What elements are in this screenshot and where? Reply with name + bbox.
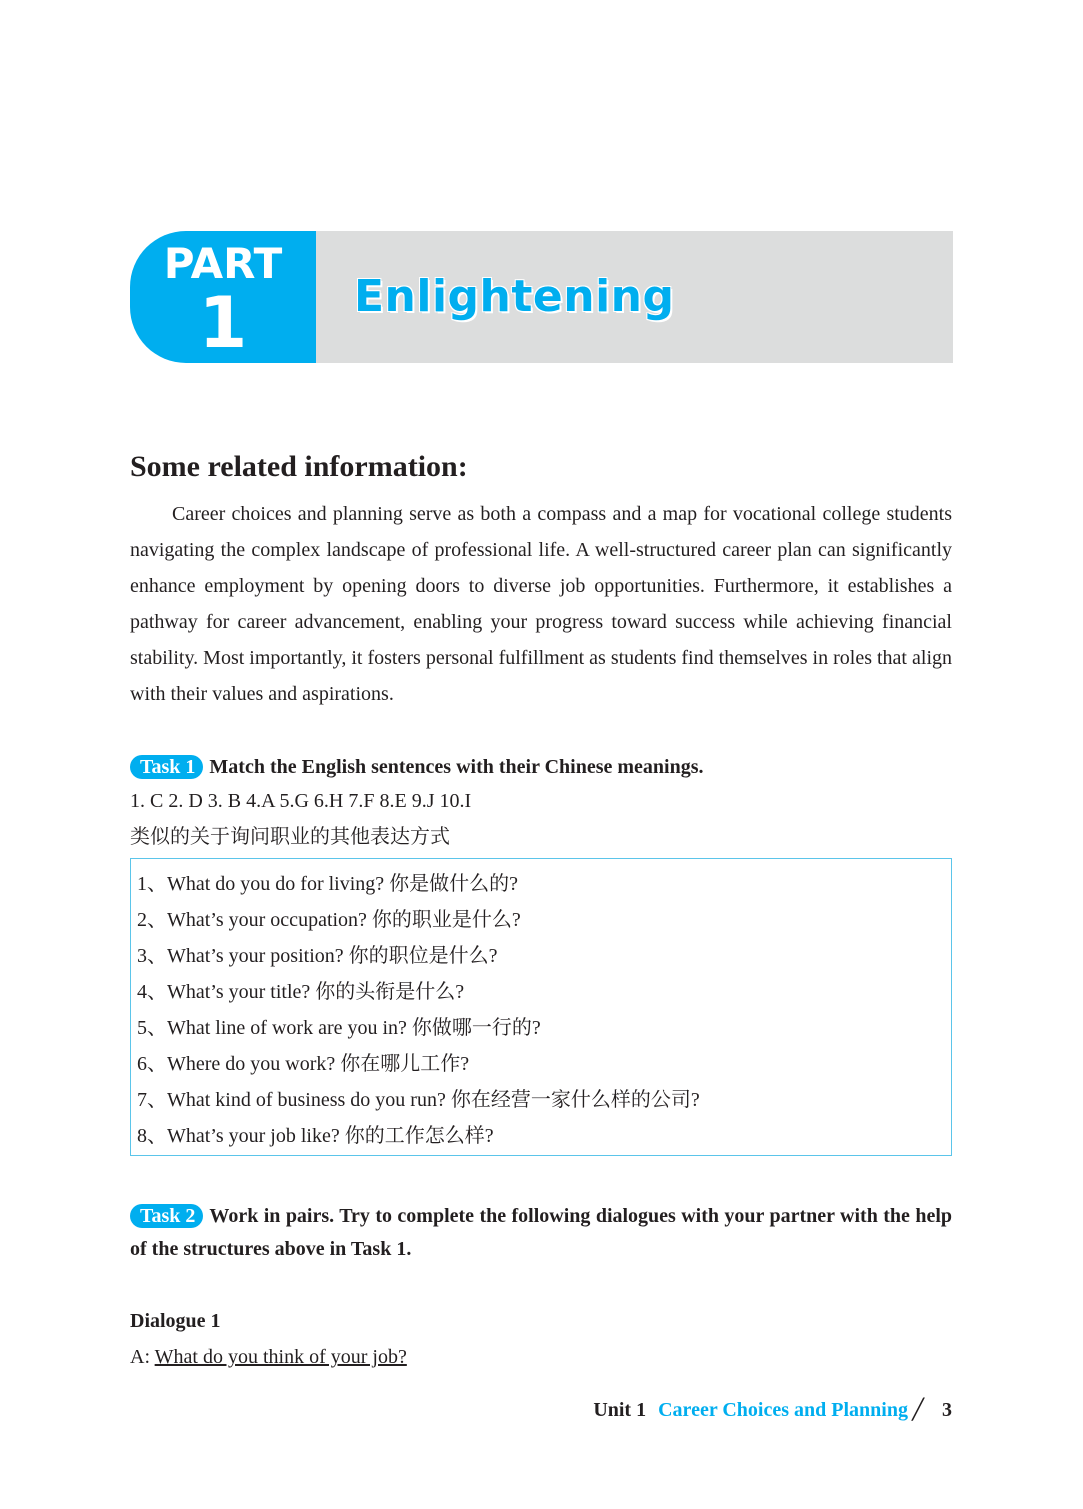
- expression-list: [131, 859, 951, 1154]
- part-number: 1: [198, 282, 248, 364]
- list-item: 4、What’s your title? 你的头衔是什么?: [137, 981, 465, 1003]
- task-2-instruction: Work in pairs. Try to complete the following dialogues with your partner with the help of the structures above in Task 1.: [130, 1205, 952, 1260]
- list-item: 8、What’s your job like? 你的工作怎么样?: [137, 1125, 494, 1147]
- page-number: 3: [942, 1399, 952, 1421]
- task-1-subheading: 类似的关于询问职业的其他表达方式: [130, 826, 450, 848]
- page-footer: [593, 1396, 952, 1424]
- dialogue-line: [130, 1342, 407, 1372]
- task-1-instruction: Match the English sentences with their Chinese meanings.: [209, 756, 704, 778]
- dialogue-speaker: A:: [130, 1346, 155, 1368]
- task-1-badge: Task 1: [130, 755, 203, 779]
- part-label: PART: [163, 239, 283, 288]
- dialogue-answer: What do you think of your job?: [154, 1346, 407, 1368]
- part-banner: [130, 231, 953, 363]
- dialogue-title: Dialogue 1: [130, 1310, 221, 1332]
- list-item: 3、What’s your position? 你的职位是什么?: [137, 945, 498, 967]
- expression-box: [130, 858, 952, 1156]
- footer-unit: Unit 1: [593, 1399, 647, 1421]
- task-1-heading: [130, 751, 952, 784]
- footer-divider: ╱: [911, 1399, 924, 1421]
- list-item: 1、What do you do for living? 你是做什么的?: [137, 873, 519, 895]
- part-title: Enlightening: [354, 271, 675, 322]
- task-2-badge: Task 2: [130, 1204, 203, 1228]
- list-item: 6、Where do you work? 你在哪儿工作?: [137, 1053, 470, 1075]
- footer-unit-title: Career Choices and Planning: [658, 1399, 908, 1421]
- list-item: 7、What kind of business do you run? 你在经营一家什么样的公司?: [137, 1089, 700, 1111]
- list-item: 2、What’s your occupation? 你的职业是什么?: [137, 909, 521, 931]
- intro-paragraph: Career choices and planning serve as both a compass and a map for vocational college students navigating the complex landscape of professional life. A well-structured career plan can significantly enhance employment by opening doors to diverse job opportunities. Furthermore, it establishes a pathway for career advancement, enabling your progress toward success while achieving financial stability. Most importantly, it fosters personal fulfillment as students find themselves in roles that align with their values and aspirations.: [130, 503, 952, 705]
- task-1-answers: 1. C 2. D 3. B 4.A 5.G 6.H 7.F 8.E 9.J 10.I: [130, 790, 472, 812]
- part-badge: [130, 231, 316, 363]
- list-item: 5、What line of work are you in? 你做哪一行的?: [137, 1017, 541, 1039]
- section-title: Some related information:: [130, 450, 468, 483]
- task-2-heading: [130, 1200, 952, 1266]
